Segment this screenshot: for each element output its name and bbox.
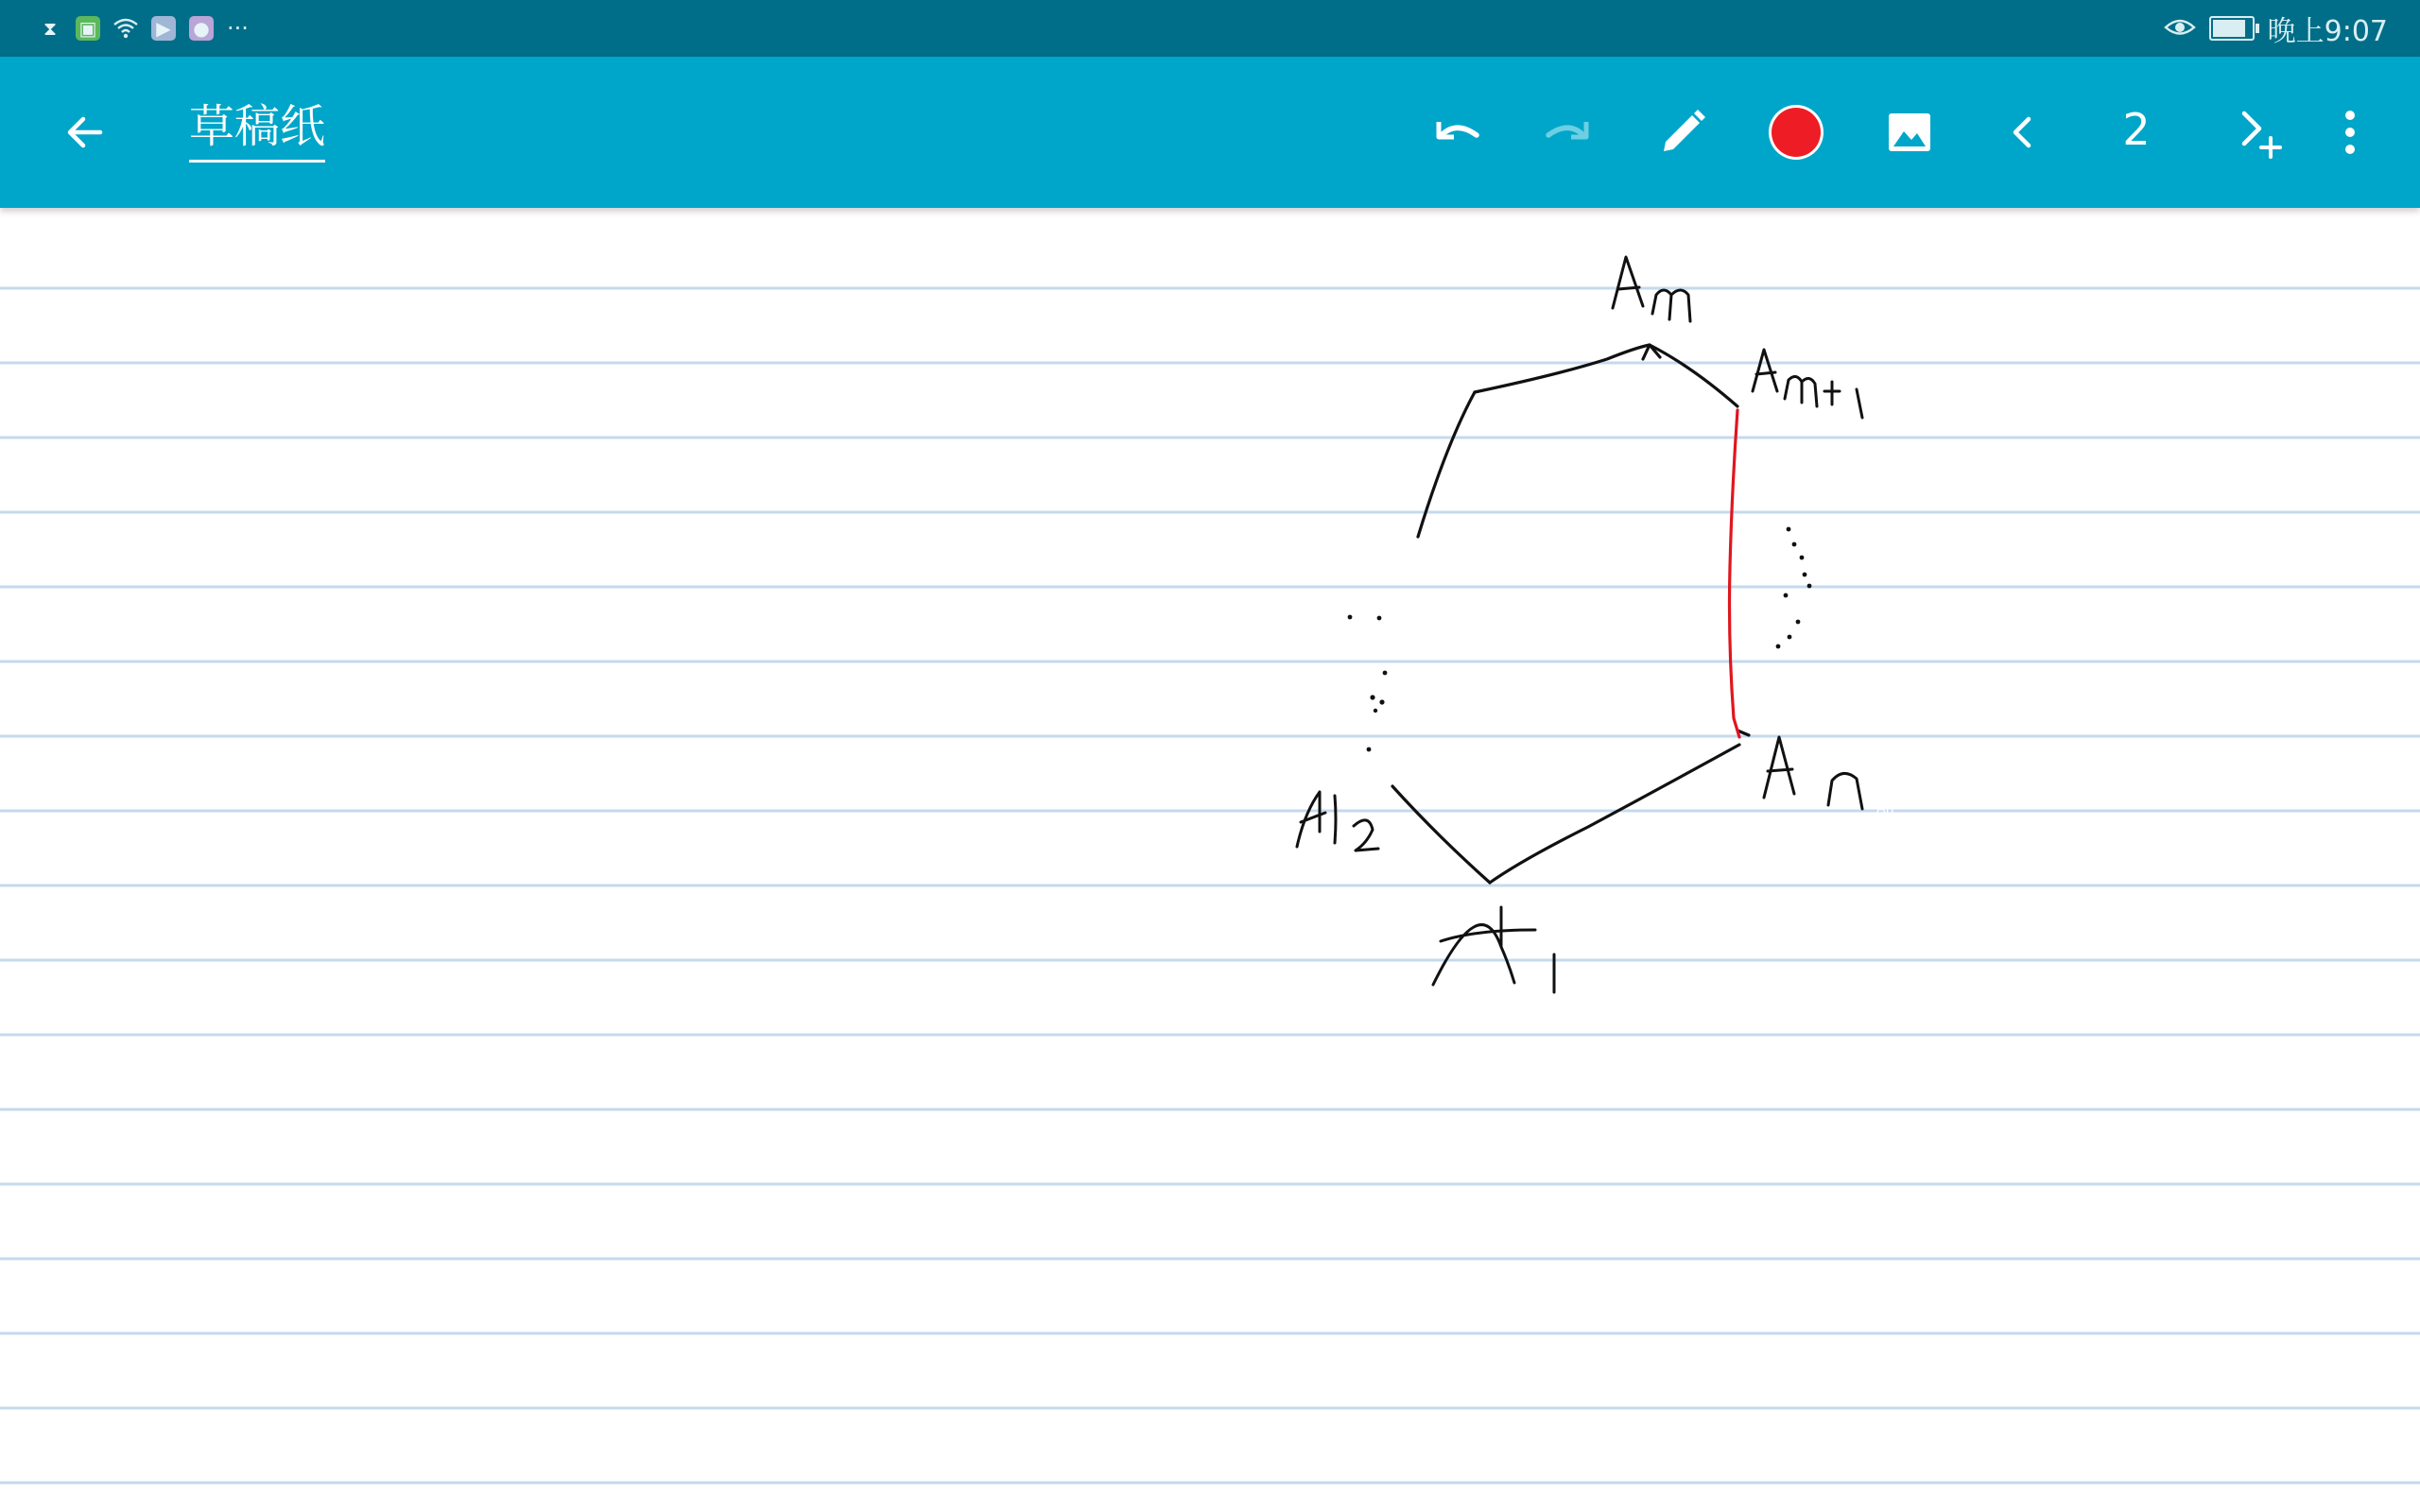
- eye-comfort-icon: [2164, 12, 2196, 45]
- edge-a1-an: [1490, 745, 1739, 883]
- undo-icon: [1427, 109, 1484, 156]
- chevron-left-icon: [2004, 112, 2042, 153]
- insert-image-button[interactable]: [1872, 94, 1947, 170]
- label-am1: Am+1: [1872, 386, 1913, 401]
- label-an: An: [1876, 801, 1894, 816]
- app-toolbar: [0, 57, 2420, 208]
- green-app-icon: ▣: [76, 16, 100, 41]
- arrow-left-icon: [62, 110, 108, 155]
- chevron-right-plus-icon: [2231, 104, 2288, 161]
- previous-page-button[interactable]: [1985, 94, 2061, 170]
- image-icon: [1886, 109, 1933, 156]
- ruled-lines: [0, 288, 2420, 1483]
- colorful-app-icon: ●: [189, 16, 214, 41]
- next-page-add-button[interactable]: [2221, 94, 2297, 170]
- edge-am-am1: [1650, 345, 1737, 406]
- pencil-icon: [1656, 106, 1709, 159]
- pen-button[interactable]: [1645, 94, 1720, 170]
- status-bar: [0, 0, 2420, 57]
- ellipsis-dots-left: [1348, 615, 1388, 752]
- more-vert-icon: [2341, 109, 2360, 156]
- undo-button[interactable]: [1418, 94, 1494, 170]
- notification-area: [38, 11, 249, 45]
- more-notifications-icon: ···: [227, 15, 249, 42]
- pen-color-button[interactable]: [1758, 94, 1834, 170]
- edge-am1-an-red: [1730, 410, 1740, 737]
- label-a1: A1: [1569, 990, 1587, 1005]
- edge-left-upper: [1475, 345, 1650, 392]
- system-status-area: [2164, 8, 2388, 49]
- label-a2: A2: [1257, 858, 1275, 873]
- hourglass-icon: ⧗: [43, 17, 58, 40]
- clock: 晚上9:07: [2267, 15, 2388, 48]
- page-title[interactable]: 草稿纸: [189, 102, 325, 163]
- label-am: Am: [1702, 301, 1724, 316]
- edge-left-side: [1418, 392, 1475, 537]
- battery-icon: [2209, 16, 2255, 41]
- redo-button[interactable]: [1531, 94, 1607, 170]
- redo-icon: [1541, 109, 1598, 156]
- page-number: 2: [2122, 104, 2151, 155]
- polygon-strokes: [1392, 345, 1749, 883]
- wifi-icon: [113, 16, 138, 41]
- edge-a2-a1: [1392, 786, 1490, 883]
- drawing-canvas[interactable]: [0, 208, 2420, 1512]
- more-options-button[interactable]: [2312, 94, 2388, 170]
- color-swatch-icon: [1766, 102, 1826, 163]
- play-app-icon: ▶: [151, 16, 176, 41]
- back-button[interactable]: [47, 94, 123, 170]
